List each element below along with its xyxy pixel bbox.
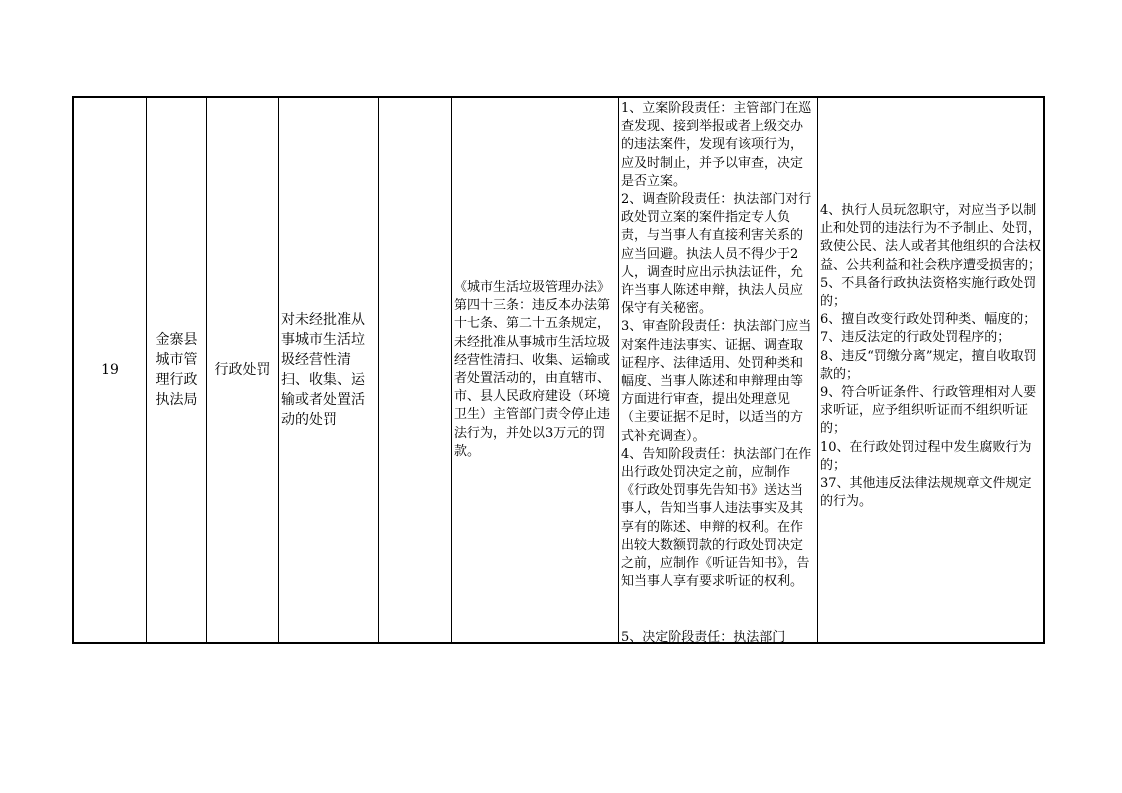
responsibility-cell [619, 98, 818, 645]
row-number: 19 [101, 361, 119, 378]
power-type: 行政处罚 [214, 362, 271, 378]
sub-item-cell [379, 98, 452, 642]
item-name: 对未经批准从事城市生活垃圾经营性清扫、收集、运输或者处置活动的处罚 [281, 312, 365, 428]
responsibility-text: 1、立案阶段责任：主管部门在巡查发现、接到举报或者上级交办的违法案件，发现有该项行为，应及时制止，并予以审查，决定是否立案。 2、调查阶段责任：执法部门对行政处罚立案的案件指定专人负责，与当事人有直接利害关系的应当回避。执法人员不得少于2人，调查时应出示执法证件，允许当事人陈述申辩，执法人员应保守有关秘密。 3、审查阶段责任：执法部门应当对案件违法事实、证据、调查取证程序、法律适用、处罚种类和幅度、当事人陈述和申辩理由等方面进行审查，提出处理意见（主要证据不足时，以适当的方式补充调查）。 4、告知阶段责任：执法部门在作出行政处罚决定之前，应制作《行政处罚事先告知书》送达当事人，告知当事人违法事实及其享有的陈述、申辩的权利。在作出较大数额罚款的行政处罚决定之前，应制作《听证告知书》，告知当事人享有要求听证的权利。 [621, 101, 812, 590]
legal-basis: 《城市生活垃圾管理办法》第四十三条：违反本办法第十七条、第二十五条规定，未经批准从事城市生活垃圾经营性清扫、收集、运输或者处置活动的，由直辖市、市、县人民政府建设（环境卫生）主管部门责令停止违法行为，并处以3万元的罚款。 [454, 279, 611, 459]
department-cell [147, 98, 207, 642]
item-name-cell [279, 98, 379, 642]
power-list-table [72, 96, 1045, 644]
row-number-cell [74, 98, 147, 642]
responsibility-cutoff-line [621, 630, 815, 647]
accountability-cell [818, 98, 1045, 642]
responsibility-cutoff-text: 5、决定阶段责任：执法部门 [621, 630, 786, 645]
accountability-text: 4、执行人员玩忽职守，对应当予以制止和处罚的违法行为不予制止、处罚，致使公民、法人或者其他组织的合法权益、公共利益和社会秩序遭受损害的； 5、不具备行政执法资格实施行政处罚的； 6、擅自改变行政处罚种类、幅度的； 7、违反法定的行政处罚程序的； 8、违反“罚缴分离”规定，擅自收取罚款的； 9、符合听证条件、行政管理相对人要求听证，应予组织听证而不组织听证的； 10、在行政处罚过程中发生腐败行为的； 37、其他违反法律法规规章文件规定的行为。 [820, 203, 1042, 510]
department-name: 金寨县城市管理行政执法局 [155, 332, 198, 408]
legal-basis-cell [452, 98, 619, 642]
power-type-cell [207, 98, 279, 642]
